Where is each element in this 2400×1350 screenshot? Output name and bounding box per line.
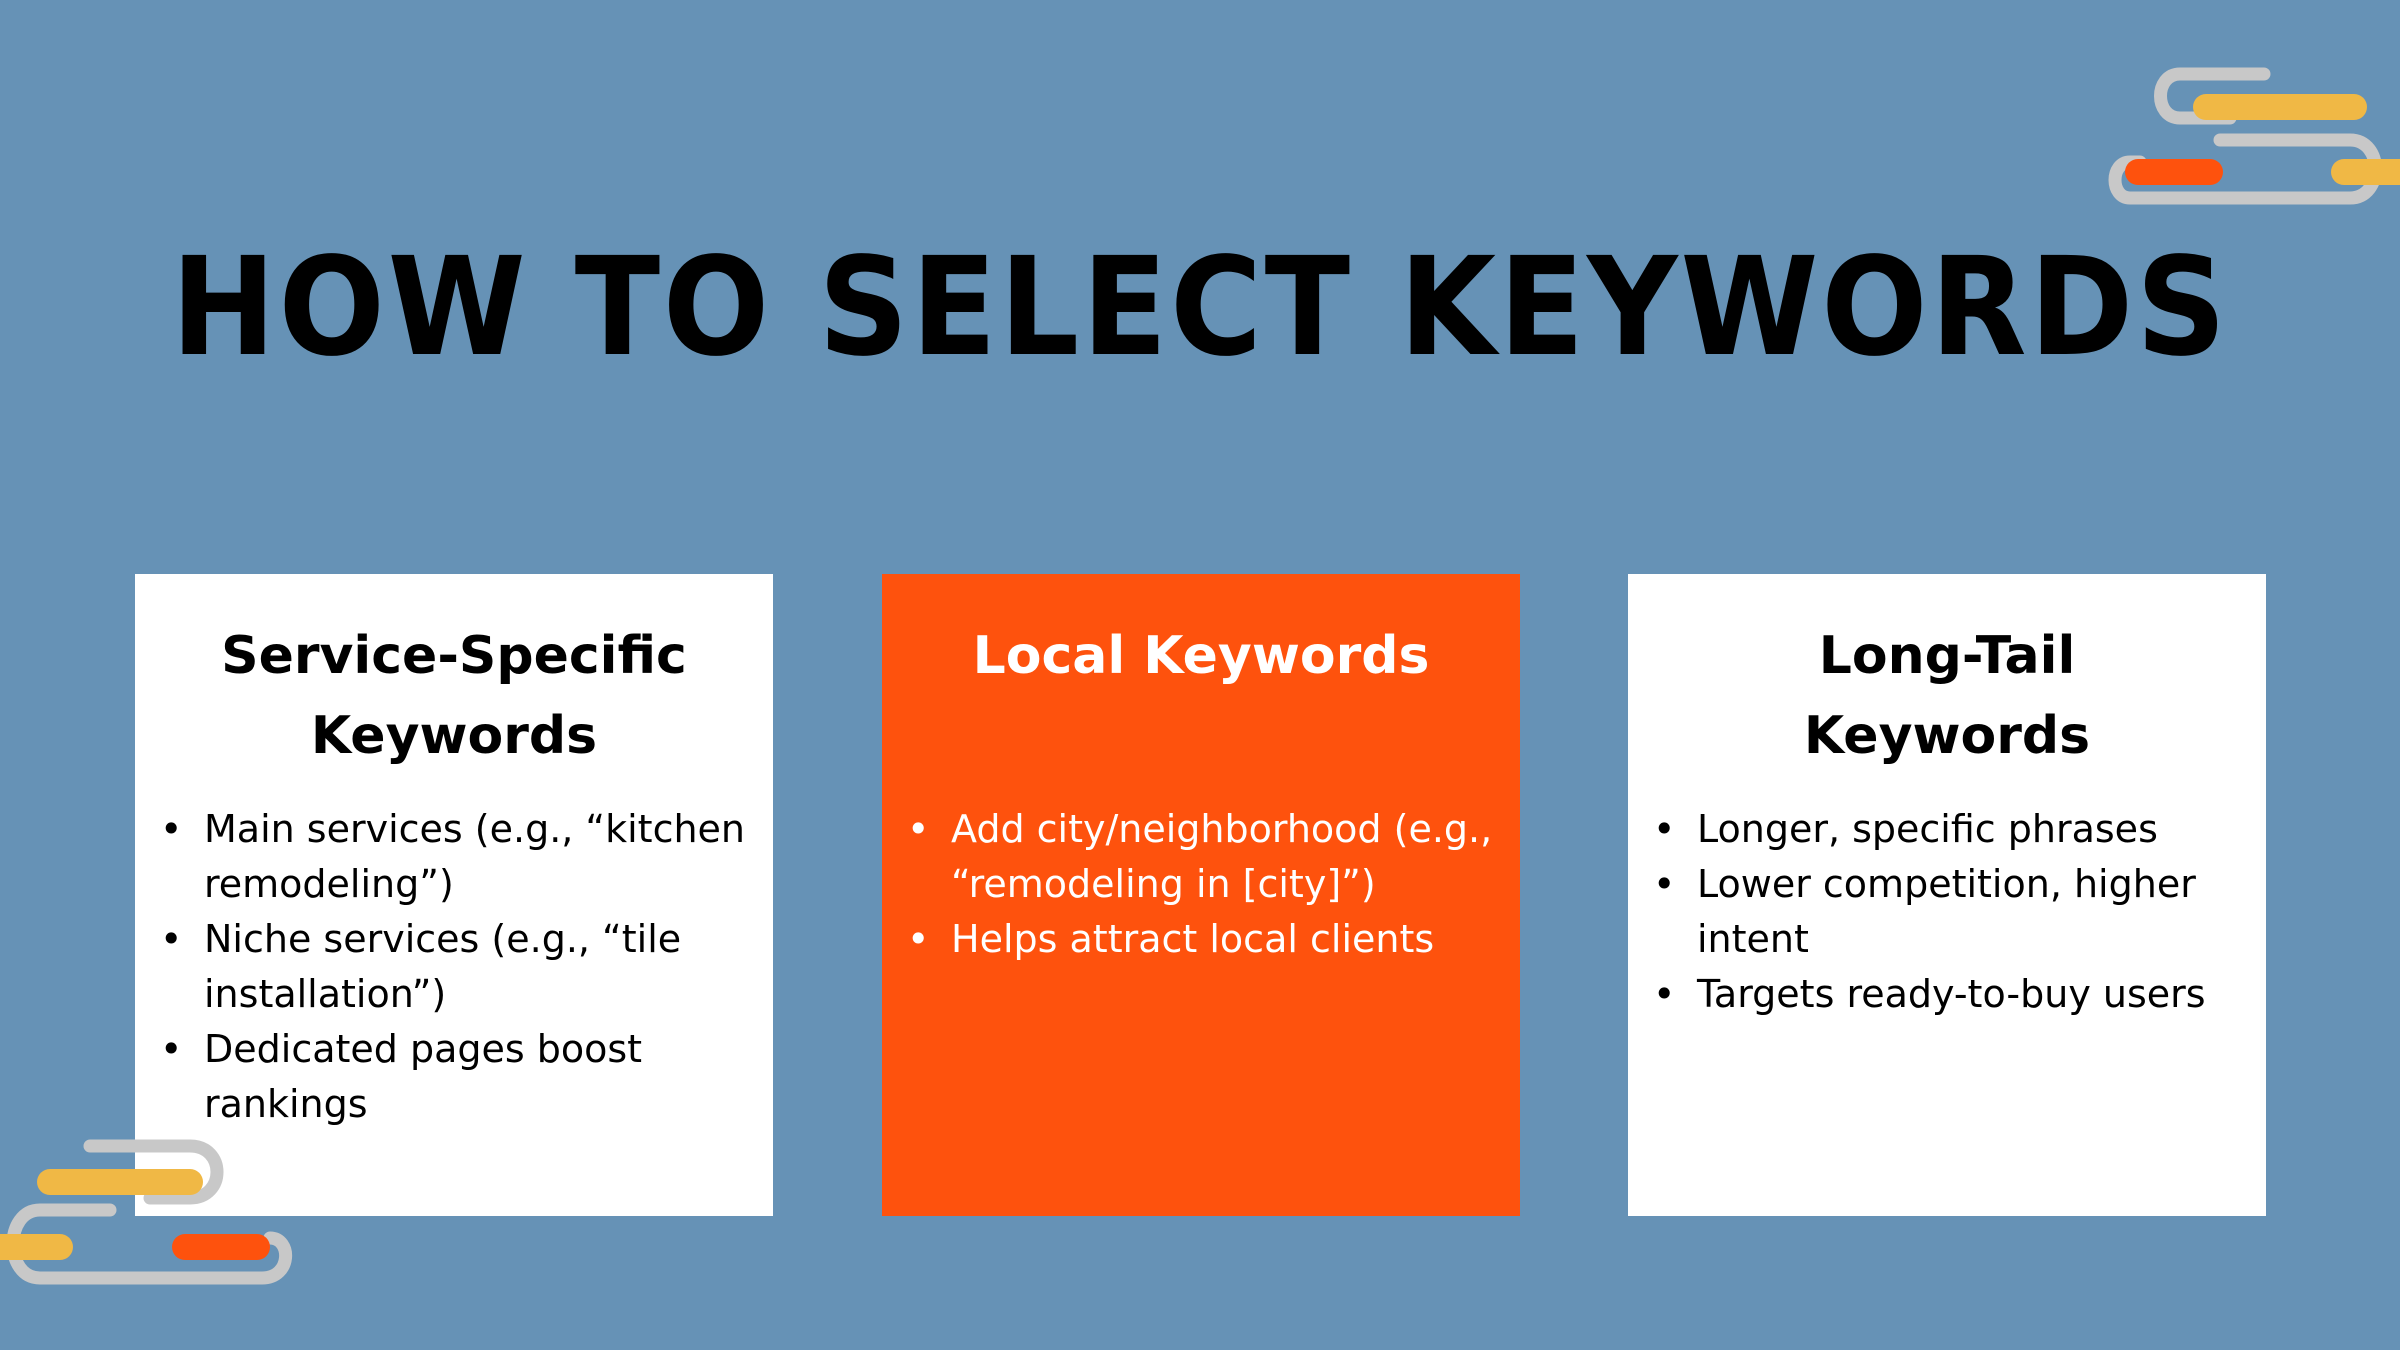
card-title: Long-Tail Keywords [1803,626,2091,766]
stacked-lines-decoration-bottom-left-icon [0,1138,300,1298]
list-item: • Lower competition, higher intent [1697,857,2246,967]
list-item: • Helps attract local clients [951,912,1500,967]
list-item: • Add city/neighborhood (e.g., “remodeling in [city]”) [951,802,1500,912]
card-title: Local Keywords [972,626,1430,686]
card-title: Service-Specific Keywords [221,626,687,766]
page-title: HOW TO SELECT KEYWORDS [171,229,2229,387]
bullet-list [1628,802,2266,1022]
card-local-keywords [882,574,1520,1216]
list-item: • Longer, specific phrases [1697,802,2246,857]
card-long-tail-keywords [1628,574,2266,1216]
list-item: • Targets ready-to-buy users [1697,967,2246,1022]
stacked-lines-decoration-top-right-icon [2100,62,2400,222]
list-item: • Niche services (e.g., “tile installation”) [204,912,753,1022]
bullet-list [882,802,1520,967]
list-item: • Dedicated pages boost rankings [204,1022,753,1132]
bullet-list [135,802,773,1132]
list-item: • Main services (e.g., “kitchen remodeling”) [204,802,753,912]
card-service-specific-keywords [135,574,773,1216]
